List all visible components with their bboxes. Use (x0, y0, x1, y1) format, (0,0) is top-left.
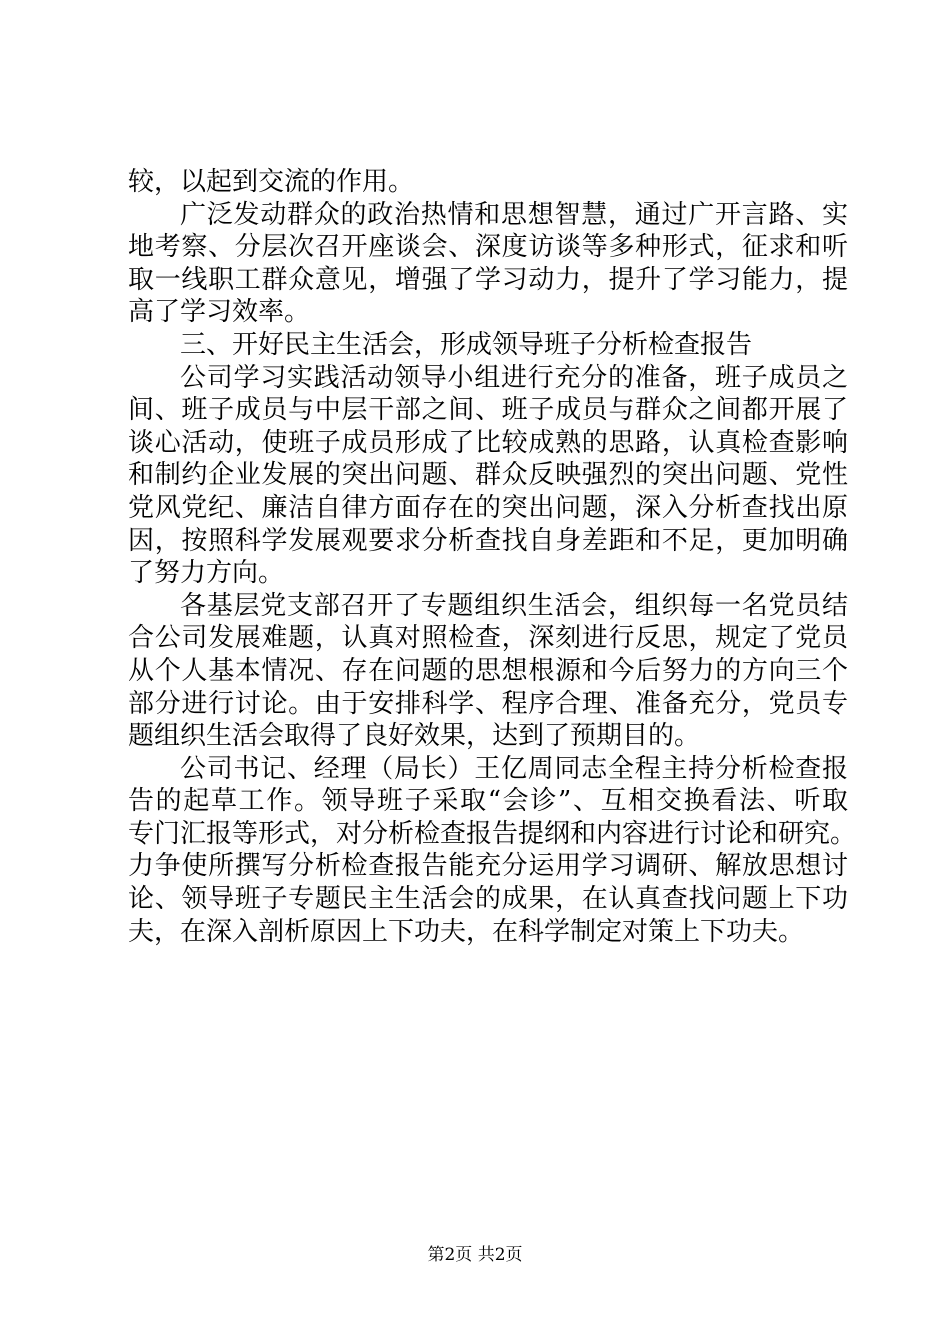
text-line: 高了学习效率。 (128, 297, 311, 328)
text-line: 从个人基本情况、存在问题的思想根源和今后努力的方向三个 (128, 655, 848, 686)
text-line: 谈心活动，使班子成员形成了比较成熟的思路，认真检查影响 (128, 427, 848, 458)
text-line: 力争使所撰写分析检查报告能充分运用学习调研、解放思想讨 (128, 851, 848, 882)
text-line: 较，以起到交流的作用。 (128, 167, 415, 197)
text-line: 合公司发展难题，认真对照检查，深刻进行反思，规定了党员 (128, 623, 848, 654)
text-line: 了努力方向。 (128, 558, 285, 589)
text-line: 取一线职工群众意见，增强了学习动力，提升了学习能力，提 (128, 264, 848, 295)
page-footer: 第2页 共2页 (427, 1245, 523, 1265)
text-line: 间、班子成员与中层干部之间、班子成员与群众之间都开展了 (128, 395, 848, 426)
text-line: 三、开好民主生活会，形成领导班子分析检查报告 (180, 329, 753, 360)
text-line: 题组织生活会取得了良好效果，达到了预期目的。 (128, 721, 701, 752)
text-line: 专门汇报等形式，对分析检查报告提纲和内容进行讨论和研究。 (128, 818, 857, 849)
text-line: 告的起草工作。领导班子采取“会诊”、互相交换看法、听取 (128, 786, 848, 817)
text-line: 广泛发动群众的政治热情和思想智慧，通过广开言路、实 (180, 199, 848, 230)
text-line: 公司学习实践活动领导小组进行充分的准备，班子成员之 (180, 362, 848, 393)
text-line: 论、领导班子专题民主生活会的成果，在认真查找问题上下功 (128, 884, 848, 915)
text-line: 公司书记、经理（局长）王亿周同志全程主持分析检查报 (180, 753, 848, 784)
document-body (128, 166, 857, 948)
text-line: 各基层党支部召开了专题组织生活会，组织每一名党员结 (180, 590, 848, 621)
text-line: 地考察、分层次召开座谈会、深度访谈等多种形式，征求和听 (128, 232, 848, 263)
text-line: 因，按照科学发展观要求分析查找自身差距和不足，更加明确 (128, 525, 848, 556)
text-line: 和制约企业发展的突出问题、群众反映强烈的突出问题、党性 (128, 460, 848, 491)
text-line: 部分进行讨论。由于安排科学、程序合理、准备充分，党员专 (128, 688, 848, 719)
text-line: 党风党纪、廉洁自律方面存在的突出问题，深入分析查找出原 (128, 492, 848, 523)
text-line: 夫，在深入剖析原因上下功夫，在科学制定对策上下功夫。 (128, 916, 805, 947)
